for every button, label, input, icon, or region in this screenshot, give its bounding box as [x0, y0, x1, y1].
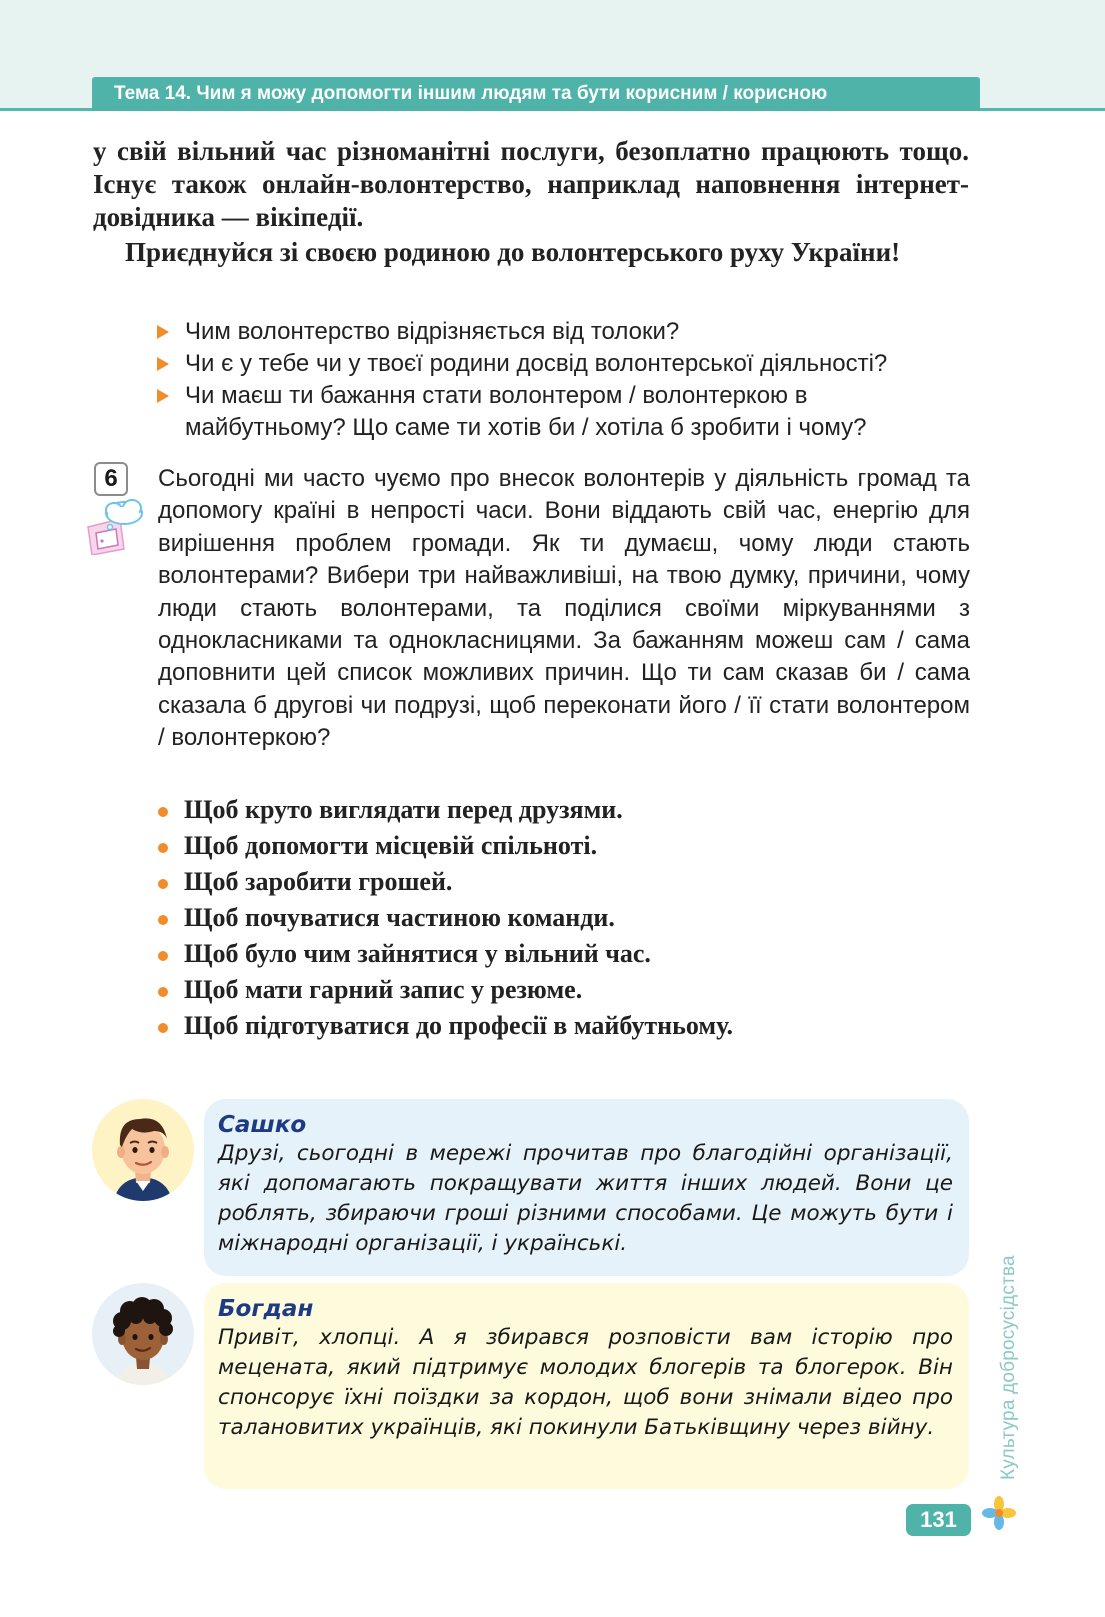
- reason-text: Щоб допомогти місцевій спільноті.: [184, 831, 598, 860]
- reason-item: [158, 792, 958, 828]
- reason-text: Щоб підготуватися до професії в майбутньому.: [184, 1011, 733, 1040]
- page-number: 131: [906, 1504, 971, 1536]
- section-label: Культура добросусідства: [998, 1255, 1019, 1480]
- reason-text: Щоб почуватися частиною команди.: [184, 903, 615, 932]
- question-list: [153, 316, 973, 444]
- dialog-bohdan: [204, 1283, 969, 1489]
- flower-icon: [982, 1496, 1016, 1530]
- intro-paragraph-1: у свій вільний час різноманітні послуги, безоплатно працюють тощо. Існує також онлайн-волонтерство, наприклад наповнення інтернет-довідника — вікіпедії.: [93, 136, 969, 232]
- dot-bullet-icon: [158, 879, 168, 889]
- dot-bullet-icon: [158, 951, 168, 961]
- question-text: Чи маєш ти бажання стати волонтером / волонтеркою в майбутньому? Що саме ти хотів би / хотіла б зробити і чому?: [185, 382, 867, 441]
- reason-item: [158, 972, 958, 1008]
- dot-bullet-icon: [158, 807, 168, 817]
- question-item: [153, 348, 973, 380]
- reason-item: [158, 1008, 958, 1044]
- task-text: Сьогодні ми часто чуємо про внесок волонтерів у діяльність громад та допомогу країні в непрості часи. Вони віддають свій час, енергію для вирішення проблем громади. Як ти думаєш, чому люди стають волонтерами? Вибери три найважливіші, на твою думку, причини, чому люди стають волонтерами, та поділися своїми міркуваннями з однокласниками та однокласницями. За бажанням можеш сам / сама доповнити цей список можливих причин. Що ти сам сказав би / сама сказала б другові чи подрузі, щоб переконати його / її стати волонтером / волонтеркою?: [158, 465, 970, 752]
- reason-text: Щоб було чим зайнятися у вільний час.: [184, 939, 651, 968]
- question-item: [153, 316, 973, 348]
- dot-bullet-icon: [158, 843, 168, 853]
- question-item: [153, 380, 973, 444]
- dot-bullet-icon: [158, 1023, 168, 1033]
- reason-item: [158, 864, 958, 900]
- reason-list: [158, 792, 958, 1044]
- task-number: 6: [94, 462, 128, 496]
- dot-bullet-icon: [158, 915, 168, 925]
- reason-text: Щоб мати гарний запис у резюме.: [184, 975, 583, 1004]
- reason-text: Щоб круто виглядати перед друзями.: [184, 795, 623, 824]
- question-text: Чим волонтерство відрізняється від толоки?: [185, 318, 680, 345]
- speech-text: Привіт, хлопці. А я збирався розповісти вам історію про мецената, який підтримує молодих блогерів та блогерок. Він спонсорує їхні поїздки за кордон, щоб вони знімали відео про талановитих українців, які покинули Батьківщину через війну.: [218, 1325, 953, 1440]
- dialog-sashko: [204, 1099, 969, 1276]
- question-text: Чи є у тебе чи у твоєї родини досвід волонтерської діяльності?: [185, 350, 888, 377]
- avatar-bohdan: [92, 1283, 194, 1385]
- reason-item: [158, 828, 958, 864]
- intro-paragraph-2: Приєднуйся зі своєю родиною до волонтерського руху України!: [125, 237, 901, 267]
- triangle-bullet-icon: [157, 389, 169, 403]
- reason-text: Щоб заробити грошей.: [184, 867, 453, 896]
- speaker-name: Сашко: [218, 1112, 307, 1138]
- reason-item: [158, 936, 958, 972]
- reason-item: [158, 900, 958, 936]
- triangle-bullet-icon: [157, 357, 169, 371]
- speech-text: Друзі, сьогодні в мережі прочитав про благодійні організації, які допомагають покращувати життя інших людей. Вони це роблять, збираючи гроші різними способами. Це можуть бути і міжнародні організації, і українські.: [218, 1141, 953, 1256]
- speaker-name: Богдан: [218, 1296, 314, 1322]
- boy-avatar-icon: [92, 1099, 194, 1201]
- avatar-sashko: [92, 1099, 194, 1201]
- thought-bubble-icon: [86, 497, 148, 555]
- dot-bullet-icon: [158, 987, 168, 997]
- topic-banner: Тема 14. Чим я можу допомогти іншим людям та бути корисним / корисною: [92, 77, 980, 111]
- triangle-bullet-icon: [157, 325, 169, 339]
- boy-curly-avatar-icon: [92, 1283, 194, 1385]
